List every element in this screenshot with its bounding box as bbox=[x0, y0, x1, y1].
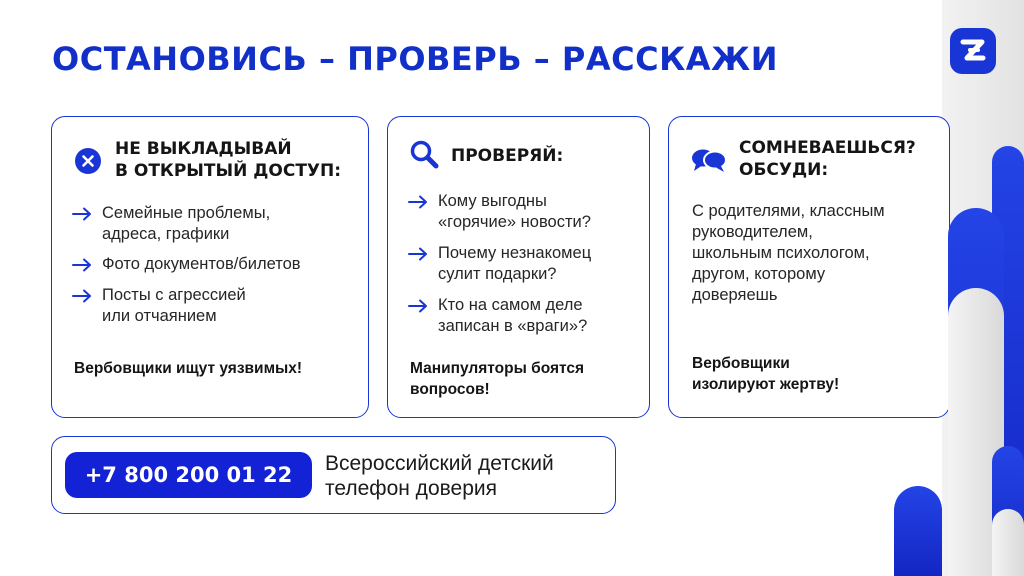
text-line: школьным психологом, bbox=[692, 244, 870, 262]
card-title-line: ПРОВЕРЯЙ: bbox=[451, 146, 564, 166]
card-title bbox=[451, 145, 563, 167]
text-line: Всероссийский детский bbox=[325, 452, 554, 475]
decorative-shapes bbox=[890, 140, 1024, 576]
hotline-description bbox=[325, 451, 554, 501]
text-line: Почему незнакомец bbox=[438, 244, 592, 262]
z-logo-icon bbox=[950, 28, 996, 74]
card-title-line: В ОТКРЫТЫЙ ДОСТУП: bbox=[115, 161, 342, 181]
close-circle-icon bbox=[74, 147, 102, 175]
card-title-line: СОМНЕВАЕШЬСЯ? bbox=[739, 138, 916, 158]
arrow-right-icon bbox=[408, 247, 428, 261]
text-line: изолируют жертву! bbox=[692, 376, 840, 393]
list-item bbox=[72, 254, 301, 275]
page-title: ОСТАНОВИСЬ – ПРОВЕРЬ – РАССКАЖИ bbox=[52, 40, 778, 78]
text-line: Кому выгодны bbox=[438, 192, 547, 210]
text-line: адреса, графики bbox=[102, 225, 230, 243]
list-item bbox=[408, 295, 587, 337]
text-line: Манипуляторы боятся bbox=[410, 360, 585, 377]
arrow-right-icon bbox=[72, 207, 92, 221]
text-line: руководителем, bbox=[692, 223, 813, 241]
chat-bubbles-icon bbox=[691, 147, 727, 173]
hotline-box bbox=[51, 436, 616, 514]
card-title-line: НЕ ВЫКЛАДЫВАЙ bbox=[115, 139, 292, 159]
text-line: Вербовщики ищут уязвимых! bbox=[74, 360, 303, 377]
text-line: доверяешь bbox=[692, 286, 778, 304]
list-item-text bbox=[438, 295, 587, 337]
card-title bbox=[115, 138, 341, 182]
text-line: другом, которому bbox=[692, 265, 826, 283]
list-item bbox=[72, 285, 246, 327]
text-line: вопросов! bbox=[410, 381, 490, 398]
card-check bbox=[387, 116, 650, 418]
arrow-right-icon bbox=[408, 195, 428, 209]
arrow-right-icon bbox=[72, 258, 92, 272]
card-note bbox=[410, 358, 584, 400]
list-item bbox=[408, 243, 591, 285]
text-line: или отчаянием bbox=[102, 307, 217, 325]
text-line: сулит подарки? bbox=[438, 265, 557, 283]
text-line: записан в «враги»? bbox=[438, 317, 588, 335]
arrow-right-icon bbox=[72, 289, 92, 303]
text-line: Посты с агрессией bbox=[102, 286, 246, 304]
card-title-line: ОБСУДИ: bbox=[739, 160, 829, 180]
card-note bbox=[692, 353, 839, 395]
text-line: телефон доверия bbox=[325, 477, 497, 500]
list-item-text bbox=[438, 191, 591, 233]
list-item-text bbox=[102, 203, 270, 245]
list-item bbox=[72, 203, 270, 245]
text-line: Вербовщики bbox=[692, 355, 790, 372]
list-item-text bbox=[438, 243, 591, 285]
text-line: Семейные проблемы, bbox=[102, 204, 271, 222]
phone-number-button[interactable]: +7 800 200 01 22 bbox=[65, 452, 312, 498]
text-line: С родителями, классным bbox=[692, 202, 885, 220]
list-item-text bbox=[102, 285, 246, 327]
card-no-public-posting bbox=[51, 116, 369, 418]
text-line: Фото документов/билетов bbox=[102, 255, 301, 273]
card-note bbox=[74, 358, 302, 379]
card-text bbox=[692, 201, 885, 306]
text-line: Кто на самом деле bbox=[438, 296, 583, 314]
search-icon bbox=[409, 139, 439, 169]
arrow-right-icon bbox=[408, 299, 428, 313]
list-item-text bbox=[102, 254, 301, 275]
list-item bbox=[408, 191, 591, 233]
text-line: «горячие» новости? bbox=[438, 213, 591, 231]
